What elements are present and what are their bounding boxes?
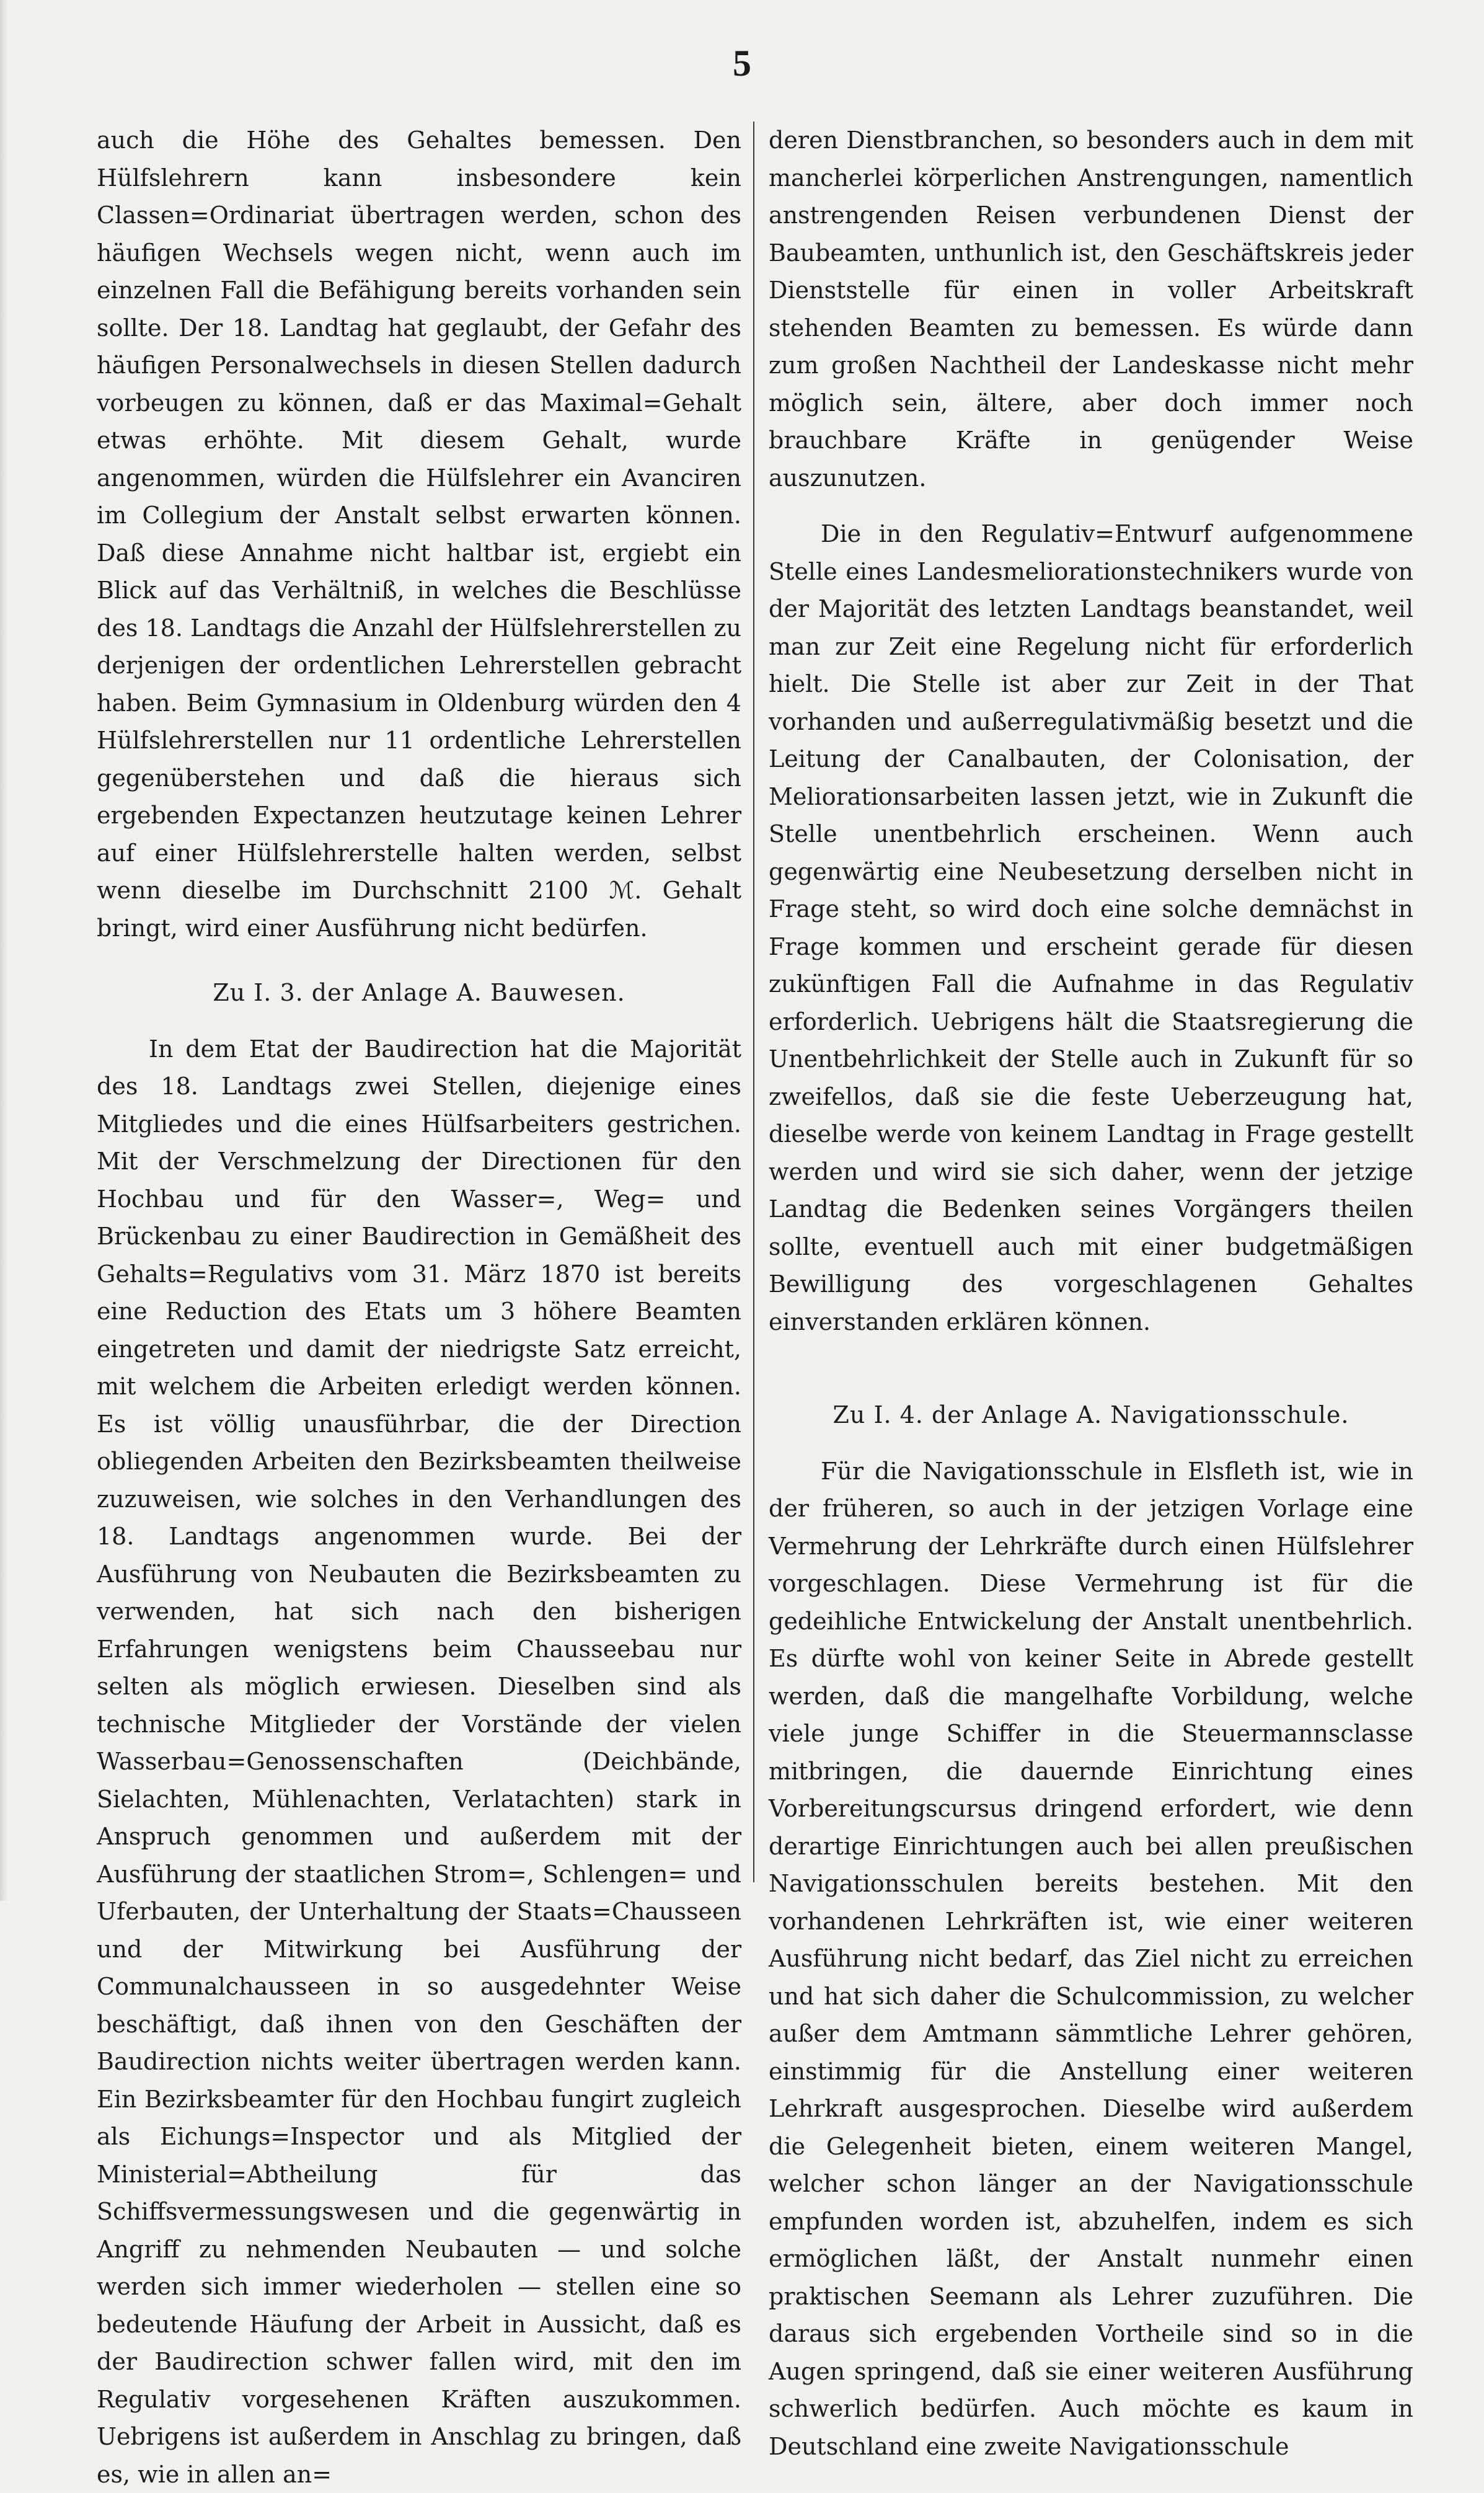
right-paragraph-2: Die in den Regulativ=Entwurf aufgenommene Stelle eines Landesmeliorationstechnikers wurde von der Majorität des letzten Landtags beanstandet, weil man zur Zeit eine Regelung nicht für erforderlich hielt. Die Stelle ist aber zur Zeit in der That vorhanden und außerregulativmäßig besetzt und die Leitung der Canalbauten, der Colonisation, der Meliorationsarbeiten lassen jetzt, wie in Zukunft die Stelle unentbehrlich erscheinen. Wenn auch gegenwärtig eine Neubesetzung derselben nicht in Frage steht, so wird doch eine solche demnächst in Frage kommen und erscheint gerade für diesen zukünftigen Fall die Aufnahme in das Regulativ erforderlich. Uebrigens hält die Staatsregierung die Unentbehrlichkeit der Stelle auch in Zukunft für so zweifellos, daß sie die feste Ueberzeugung hat, dieselbe werde von keinem Landtag in Frage gestellt werden und wird sie sich daher, wenn der jetzige Landtag die Bedenken seines Vorgängers theilen sollte, eventuell auch mit einer budgetmäßigen Bewilligung des vorgeschlagenen Gehaltes einverstanden erklären können. (769, 515, 1413, 1340)
left-paragraph-2: In dem Etat der Baudirection hat die Majorität des 18. Landtags zwei Stellen, diejenige eines Mitgliedes und die eines Hülfsarbeiters gestrichen. Mit der Verschmelzung der Directionen für den Hochbau und für den Wasser=, Weg= und Brückenbau zu einer Baudirection in Gemäßheit des Gehalts=Regulativs vom 31. März 1870 ist bereits eine Reduction des Etats um 3 höhere Beamten eingetreten und damit der niedrigste Satz erreicht, mit welchem die Arbeiten erledigt werden können. Es ist völlig unausführbar, die der Direction obliegenden Arbeiten den Bezirksbeamten theilweise zuzuweisen, wie solches in den Verhandlungen des 18. Landtags angenommen wurde. Bei der Ausführung von Neubauten die Bezirksbeamten zu verwenden, hat sich nach den bisherigen Erfahrungen wenigstens beim Chausseebau nur selten als möglich erwiesen. Dieselben sind als technische Mitglieder der Vorstände der vielen Wasserbau=Genossenschaften (Deichbände, Sielachten, Mühlenachten, Verlatachten) stark in Anspruch genommen und außerdem mit der Ausführung der staatlichen Strom=, Schlengen= und Uferbauten, der Unterhaltung der Staats=Chausseen und der Mitwirkung bei Ausführung der Communalchausseen in so ausgedehnter Weise beschäftigt, daß ihnen von den Geschäften der Baudirection nichts weiter übertragen werden kann. Ein Bezirksbeamter für den Hochbau fungirt zugleich als Eichungs=Inspector und als Mitglied der Ministerial=Abtheilung für das Schiffsvermessungswesen und die gegenwärtig in Angriff zu nehmenden Neubauten — und solche werden sich immer wiederholen — stellen eine so bedeutende Häufung der Arbeit in Aussicht, daß es der Baudirection schwer fallen wird, mit den im Regulativ vorgesehenen Kräften auszukommen. Uebrigens ist außerdem in Anschlag zu bringen, daß es, wie in allen an= (97, 1030, 741, 2493)
spacer (97, 1012, 741, 1030)
section-heading-bauwesen: Zu I. 3. der Anlage A. Bauwesen. (97, 974, 741, 1012)
spacer (769, 497, 1413, 515)
spacer (769, 1340, 1413, 1396)
left-column (97, 122, 741, 1876)
spacer (769, 1434, 1413, 1453)
page-edge-shadow (0, 0, 7, 1901)
section-heading-navigationsschule: Zu I. 4. der Anlage A. Navigationsschule. (769, 1396, 1413, 1434)
right-paragraph-1: deren Dienstbranchen, so besonders auch in dem mit mancherlei körperlichen Anstrengungen, namentlich anstrengenden Reisen verbundenen Dienst der Baubeamten, unthunlich ist, den Geschäftskreis jeder Dienststelle für einen in voller Arbeitskraft stehenden Beamten zu bemessen. Es würde dann zum großen Nachtheil der Landeskasse nicht mehr möglich sein, ältere, aber doch immer noch brauchbare Kräfte in genügender Weise auszunutzen. (769, 122, 1413, 497)
spacer (97, 947, 741, 974)
right-paragraph-3: Für die Navigationsschule in Elsfleth ist, wie in der früheren, so auch in der jetzigen Vorlage eine Vermehrung der Lehrkräfte durch einen Hülfslehrer vorgeschlagen. Diese Vermehrung ist für die gedeihliche Entwickelung der Anstalt unentbehrlich. Es dürfte wohl von keiner Seite in Abrede gestellt werden, daß die mangelhafte Vorbildung, welche viele junge Schiffer in die Steuermannsclasse mitbringen, die dauernde Einrichtung eines Vorbereitungscursus dringend erfordert, wie denn derartige Einrichtungen auch bei allen preußischen Navigationsschulen bereits bestehen. Mit den vorhandenen Lehrkräften ist, wie einer weiteren Ausführung nicht bedarf, das Ziel nicht zu erreichen und hat sich daher die Schulcommission, zu welcher außer dem Amtmann sämmtliche Lehrer gehören, einstimmig für die Anstellung einer weiteren Lehrkraft ausgesprochen. Dieselbe wird außerdem die Gelegenheit bieten, einem weiteren Mangel, welcher schon länger an der Navigationsschule empfunden worden ist, abzuhelfen, indem es sich ermöglichen läßt, der Anstalt nunmehr einen praktischen Seemann als Lehrer zuzuführen. Die daraus sich ergebenden Vortheile sind so in die Augen springend, daß sie einer weiteren Ausführung schwerlich bedürfen. Auch möchte es kaum in Deutschland eine zweite Navigationsschule (769, 1453, 1413, 2466)
column-divider (753, 122, 754, 1882)
page-number: 5 (0, 42, 1484, 85)
right-column (769, 122, 1413, 1876)
left-paragraph-1: auch die Höhe des Gehaltes bemessen. Den Hülfslehrern kann insbesondere kein Classen=Ordinariat übertragen werden, schon des häufigen Wechsels wegen nicht, wenn auch im einzelnen Fall die Befähigung bereits vorhanden sein sollte. Der 18. Landtag hat geglaubt, der Gefahr des häufigen Personalwechsels in diesen Stellen dadurch vorbeugen zu können, daß er das Maximal=Gehalt etwas erhöhte. Mit diesem Gehalt, wurde angenommen, würden die Hülfslehrer ein Avanciren im Collegium der Anstalt selbst erwarten können. Daß diese Annahme nicht haltbar ist, ergiebt ein Blick auf das Verhältniß, in welches die Beschlüsse des 18. Landtags die Anzahl der Hülfslehrerstellen zu derjenigen der ordentlichen Lehrerstellen gebracht haben. Beim Gymnasium in Oldenburg würden den 4 Hülfslehrerstellen nur 11 ordentliche Lehrerstellen gegenüberstehen und daß die hieraus sich ergebenden Expectanzen heutzutage keinen Lehrer auf einer Hülfslehrerstelle halten werden, selbst wenn dieselbe im Durchschnitt 2100 ℳ. Gehalt bringt, wird einer Ausführung nicht bedürfen. (97, 122, 741, 947)
